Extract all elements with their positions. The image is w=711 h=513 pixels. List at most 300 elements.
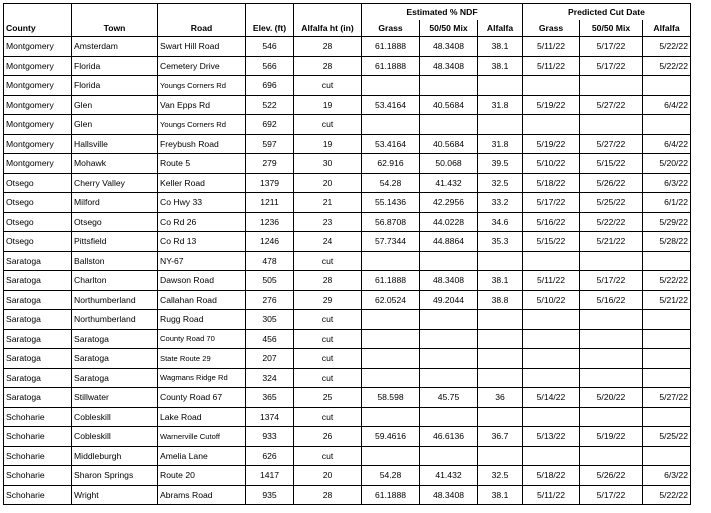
cell-ndf-alfalfa: 38.8 <box>478 290 523 310</box>
cell-road: Amelia Lane <box>158 446 246 466</box>
header-alfalfa-ht: Alfalfa ht (in) <box>294 20 362 37</box>
cell-county: Otsego <box>4 212 72 232</box>
cell-road: Wagmans Ridge Rd <box>158 368 246 388</box>
cell-cut-grass <box>523 329 580 349</box>
cell-ndf-grass <box>362 368 420 388</box>
cell-ndf-alfalfa: 32.5 <box>478 173 523 193</box>
cell-alfalfa-ht: cut <box>294 329 362 349</box>
table-header <box>4 4 691 37</box>
cell-cut-grass <box>523 115 580 135</box>
header-spacer <box>294 4 362 21</box>
cell-road: Van Epps Rd <box>158 95 246 115</box>
header-ndf-alfalfa: Alfalfa <box>478 20 523 37</box>
cell-town: Northumberland <box>72 310 158 330</box>
cell-cut-alfalfa <box>643 349 691 369</box>
cell-elev: 1236 <box>246 212 294 232</box>
cell-ndf-mix: 44.0228 <box>420 212 478 232</box>
cell-town: Saratoga <box>72 368 158 388</box>
cell-cut-grass: 5/18/22 <box>523 466 580 486</box>
cell-cut-alfalfa <box>643 76 691 96</box>
cell-cut-alfalfa: 6/3/22 <box>643 466 691 486</box>
cell-town: Middleburgh <box>72 446 158 466</box>
cell-ndf-mix: 49.2044 <box>420 290 478 310</box>
cell-cut-mix: 5/25/22 <box>580 193 643 213</box>
header-spacer <box>72 4 158 21</box>
cell-cut-grass <box>523 368 580 388</box>
cell-ndf-alfalfa <box>478 446 523 466</box>
cell-cut-mix: 5/17/22 <box>580 37 643 57</box>
header-ndf-mix: 50/50 Mix <box>420 20 478 37</box>
cell-town: Cobleskill <box>72 407 158 427</box>
cell-alfalfa-ht: 21 <box>294 193 362 213</box>
cell-ndf-alfalfa: 34.6 <box>478 212 523 232</box>
header-ndf-grass: Grass <box>362 20 420 37</box>
table-row <box>4 271 691 291</box>
cell-cut-grass: 5/17/22 <box>523 193 580 213</box>
cell-cut-mix: 5/21/22 <box>580 232 643 252</box>
table-row <box>4 368 691 388</box>
cell-ndf-grass: 61.1888 <box>362 37 420 57</box>
cell-cut-alfalfa <box>643 407 691 427</box>
cell-town: Florida <box>72 56 158 76</box>
cell-county: Schoharie <box>4 427 72 447</box>
table-row <box>4 232 691 252</box>
cell-road: State Route 29 <box>158 349 246 369</box>
cell-county: Montgomery <box>4 56 72 76</box>
cell-cut-grass: 5/14/22 <box>523 388 580 408</box>
cell-cut-alfalfa: 5/22/22 <box>643 56 691 76</box>
cell-ndf-grass: 59.4616 <box>362 427 420 447</box>
cell-county: Otsego <box>4 193 72 213</box>
cell-road: Callahan Road <box>158 290 246 310</box>
cell-ndf-grass: 57.7344 <box>362 232 420 252</box>
cell-town: Ballston <box>72 251 158 271</box>
cell-ndf-grass: 62.916 <box>362 154 420 174</box>
cell-alfalfa-ht: 24 <box>294 232 362 252</box>
cell-road: Youngs Corners Rd <box>158 115 246 135</box>
cell-alfalfa-ht: 19 <box>294 95 362 115</box>
cell-road: Lake Road <box>158 407 246 427</box>
cell-ndf-grass <box>362 407 420 427</box>
table-row <box>4 37 691 57</box>
cell-cut-mix: 5/15/22 <box>580 154 643 174</box>
cell-town: Saratoga <box>72 329 158 349</box>
cell-cut-alfalfa <box>643 310 691 330</box>
cell-county: Otsego <box>4 232 72 252</box>
cell-town: Wright <box>72 485 158 505</box>
cell-cut-mix: 5/22/22 <box>580 212 643 232</box>
table-row <box>4 407 691 427</box>
cell-cut-alfalfa <box>643 251 691 271</box>
cell-elev: 478 <box>246 251 294 271</box>
cell-town: Amsterdam <box>72 37 158 57</box>
cell-cut-mix <box>580 310 643 330</box>
cell-ndf-alfalfa <box>478 407 523 427</box>
cell-ndf-alfalfa: 38.1 <box>478 37 523 57</box>
header-group-row <box>4 4 691 21</box>
table-row <box>4 251 691 271</box>
cell-alfalfa-ht: cut <box>294 407 362 427</box>
cell-ndf-grass: 61.1888 <box>362 271 420 291</box>
header-cut-mix: 50/50 Mix <box>580 20 643 37</box>
cell-ndf-grass <box>362 251 420 271</box>
cell-alfalfa-ht: 20 <box>294 466 362 486</box>
cell-ndf-mix: 42.2956 <box>420 193 478 213</box>
cell-cut-grass: 5/10/22 <box>523 154 580 174</box>
header-group-cut-date: Predicted Cut Date <box>523 4 691 21</box>
cell-alfalfa-ht: cut <box>294 115 362 135</box>
cell-cut-alfalfa: 5/27/22 <box>643 388 691 408</box>
cell-ndf-alfalfa <box>478 329 523 349</box>
cell-cut-alfalfa: 6/1/22 <box>643 193 691 213</box>
cell-cut-grass: 5/10/22 <box>523 290 580 310</box>
cell-cut-mix: 5/19/22 <box>580 427 643 447</box>
cell-alfalfa-ht: 23 <box>294 212 362 232</box>
cell-ndf-alfalfa: 33.2 <box>478 193 523 213</box>
cell-ndf-mix: 40.5684 <box>420 134 478 154</box>
cell-ndf-alfalfa: 31.8 <box>478 134 523 154</box>
cell-road: Keller Road <box>158 173 246 193</box>
cell-road: Abrams Road <box>158 485 246 505</box>
cell-elev: 279 <box>246 154 294 174</box>
cell-cut-grass: 5/11/22 <box>523 37 580 57</box>
cell-ndf-alfalfa: 31.8 <box>478 95 523 115</box>
cell-cut-mix <box>580 329 643 349</box>
cell-cut-mix: 5/27/22 <box>580 95 643 115</box>
cell-cut-alfalfa: 6/4/22 <box>643 95 691 115</box>
cell-elev: 692 <box>246 115 294 135</box>
cell-cut-mix <box>580 349 643 369</box>
table-row <box>4 193 691 213</box>
cell-cut-mix: 5/17/22 <box>580 271 643 291</box>
cell-alfalfa-ht: cut <box>294 251 362 271</box>
cell-cut-alfalfa: 5/21/22 <box>643 290 691 310</box>
cell-elev: 935 <box>246 485 294 505</box>
cell-cut-alfalfa: 5/22/22 <box>643 485 691 505</box>
cell-county: Montgomery <box>4 134 72 154</box>
cell-alfalfa-ht: 30 <box>294 154 362 174</box>
table-row <box>4 466 691 486</box>
cell-cut-mix <box>580 407 643 427</box>
cell-cut-grass: 5/11/22 <box>523 56 580 76</box>
table-row <box>4 173 691 193</box>
cell-cut-mix: 5/26/22 <box>580 466 643 486</box>
cell-alfalfa-ht: 28 <box>294 485 362 505</box>
cell-cut-mix: 5/26/22 <box>580 173 643 193</box>
cell-town: Glen <box>72 115 158 135</box>
cell-cut-grass <box>523 251 580 271</box>
cell-town: Northumberland <box>72 290 158 310</box>
cell-ndf-alfalfa: 38.1 <box>478 56 523 76</box>
cell-county: Montgomery <box>4 154 72 174</box>
cell-cut-grass: 5/11/22 <box>523 271 580 291</box>
table-body <box>4 37 691 505</box>
cell-elev: 522 <box>246 95 294 115</box>
cell-cut-grass <box>523 310 580 330</box>
cell-elev: 456 <box>246 329 294 349</box>
cell-elev: 1246 <box>246 232 294 252</box>
cell-ndf-grass <box>362 446 420 466</box>
cell-ndf-grass <box>362 349 420 369</box>
table-row <box>4 212 691 232</box>
cell-ndf-alfalfa: 38.1 <box>478 485 523 505</box>
cell-ndf-mix <box>420 368 478 388</box>
cell-elev: 1379 <box>246 173 294 193</box>
cell-ndf-mix <box>420 329 478 349</box>
cell-ndf-grass <box>362 115 420 135</box>
cell-ndf-mix <box>420 115 478 135</box>
cell-cut-grass: 5/19/22 <box>523 134 580 154</box>
header-group-ndf: Estimated % NDF <box>362 4 523 21</box>
cell-county: Montgomery <box>4 95 72 115</box>
cell-cut-grass <box>523 349 580 369</box>
cell-road: Swart Hill Road <box>158 37 246 57</box>
cell-ndf-grass: 61.1888 <box>362 56 420 76</box>
cell-cut-grass: 5/19/22 <box>523 95 580 115</box>
cell-ndf-mix <box>420 76 478 96</box>
cell-town: Charlton <box>72 271 158 291</box>
cell-alfalfa-ht: cut <box>294 76 362 96</box>
header-spacer <box>4 4 72 21</box>
cell-ndf-grass: 53.4164 <box>362 95 420 115</box>
cell-ndf-alfalfa <box>478 310 523 330</box>
table-row <box>4 446 691 466</box>
cell-ndf-mix: 41.432 <box>420 173 478 193</box>
cell-alfalfa-ht: 28 <box>294 271 362 291</box>
cell-elev: 1417 <box>246 466 294 486</box>
cell-road: Route 5 <box>158 154 246 174</box>
cell-cut-mix: 5/17/22 <box>580 485 643 505</box>
cell-cut-mix: 5/16/22 <box>580 290 643 310</box>
table-row <box>4 427 691 447</box>
cell-alfalfa-ht: cut <box>294 368 362 388</box>
cell-cut-grass <box>523 76 580 96</box>
cell-ndf-mix: 46.6136 <box>420 427 478 447</box>
alfalfa-cut-table <box>3 3 691 505</box>
cell-cut-mix: 5/27/22 <box>580 134 643 154</box>
cell-alfalfa-ht: 26 <box>294 427 362 447</box>
cell-elev: 1374 <box>246 407 294 427</box>
cell-ndf-grass: 54.28 <box>362 173 420 193</box>
cell-alfalfa-ht: cut <box>294 446 362 466</box>
cell-alfalfa-ht: 28 <box>294 56 362 76</box>
cell-road: Co Hwy 33 <box>158 193 246 213</box>
cell-road: Warnerville Cutoff <box>158 427 246 447</box>
cell-elev: 566 <box>246 56 294 76</box>
cell-ndf-alfalfa <box>478 76 523 96</box>
cell-cut-alfalfa: 5/28/22 <box>643 232 691 252</box>
cell-elev: 933 <box>246 427 294 447</box>
cell-ndf-alfalfa <box>478 251 523 271</box>
cell-alfalfa-ht: cut <box>294 349 362 369</box>
cell-cut-grass: 5/18/22 <box>523 173 580 193</box>
cell-ndf-grass: 54.28 <box>362 466 420 486</box>
cell-county: Montgomery <box>4 115 72 135</box>
cell-road: Co Rd 13 <box>158 232 246 252</box>
table-row <box>4 310 691 330</box>
cell-county: Saratoga <box>4 310 72 330</box>
cell-ndf-mix: 40.5684 <box>420 95 478 115</box>
cell-ndf-alfalfa: 39.5 <box>478 154 523 174</box>
cell-cut-mix <box>580 368 643 388</box>
cell-ndf-alfalfa <box>478 368 523 388</box>
cell-cut-alfalfa: 5/20/22 <box>643 154 691 174</box>
cell-cut-alfalfa <box>643 115 691 135</box>
cell-elev: 597 <box>246 134 294 154</box>
cell-cut-alfalfa: 5/29/22 <box>643 212 691 232</box>
cell-elev: 305 <box>246 310 294 330</box>
cell-elev: 626 <box>246 446 294 466</box>
cell-county: Schoharie <box>4 466 72 486</box>
cell-elev: 505 <box>246 271 294 291</box>
cell-cut-alfalfa <box>643 368 691 388</box>
cell-county: Montgomery <box>4 76 72 96</box>
cell-cut-mix <box>580 251 643 271</box>
cell-road: Route 20 <box>158 466 246 486</box>
header-spacer <box>246 4 294 21</box>
header-cut-alfalfa: Alfalfa <box>643 20 691 37</box>
cell-alfalfa-ht: 28 <box>294 37 362 57</box>
cell-cut-alfalfa: 5/25/22 <box>643 427 691 447</box>
cell-ndf-alfalfa: 36 <box>478 388 523 408</box>
cell-road: County Road 67 <box>158 388 246 408</box>
cell-cut-mix <box>580 115 643 135</box>
cell-cut-alfalfa <box>643 446 691 466</box>
table-row <box>4 115 691 135</box>
cell-county: Saratoga <box>4 349 72 369</box>
cell-county: Schoharie <box>4 485 72 505</box>
cell-elev: 1211 <box>246 193 294 213</box>
cell-ndf-alfalfa <box>478 349 523 369</box>
cell-cut-alfalfa: 6/3/22 <box>643 173 691 193</box>
table-row <box>4 388 691 408</box>
cell-ndf-grass <box>362 76 420 96</box>
cell-town: Sharon Springs <box>72 466 158 486</box>
cell-elev: 324 <box>246 368 294 388</box>
cell-county: Otsego <box>4 173 72 193</box>
table-row <box>4 95 691 115</box>
cell-town: Saratoga <box>72 349 158 369</box>
cell-alfalfa-ht: 25 <box>294 388 362 408</box>
cell-town: Hallsville <box>72 134 158 154</box>
cell-ndf-grass <box>362 329 420 349</box>
cell-ndf-mix <box>420 349 478 369</box>
cell-ndf-grass: 58.598 <box>362 388 420 408</box>
header-elev: Elev. (ft) <box>246 20 294 37</box>
cell-ndf-mix <box>420 251 478 271</box>
cell-ndf-alfalfa: 32.5 <box>478 466 523 486</box>
cell-ndf-alfalfa: 35.3 <box>478 232 523 252</box>
cell-cut-grass: 5/13/22 <box>523 427 580 447</box>
cell-ndf-alfalfa: 36.7 <box>478 427 523 447</box>
cell-ndf-grass: 55.1436 <box>362 193 420 213</box>
cell-county: Saratoga <box>4 271 72 291</box>
cell-alfalfa-ht: 29 <box>294 290 362 310</box>
cell-ndf-mix: 50.068 <box>420 154 478 174</box>
cell-county: Saratoga <box>4 368 72 388</box>
table-row <box>4 349 691 369</box>
cell-town: Glen <box>72 95 158 115</box>
header-town: Town <box>72 20 158 37</box>
cell-ndf-mix: 48.3408 <box>420 37 478 57</box>
cell-county: Saratoga <box>4 290 72 310</box>
cell-road: Co Rd 26 <box>158 212 246 232</box>
cell-cut-grass <box>523 446 580 466</box>
table-row <box>4 290 691 310</box>
cell-elev: 365 <box>246 388 294 408</box>
cell-elev: 696 <box>246 76 294 96</box>
cell-road: Dawson Road <box>158 271 246 291</box>
cell-road: NY-67 <box>158 251 246 271</box>
cell-cut-mix: 5/20/22 <box>580 388 643 408</box>
cell-cut-alfalfa: 6/4/22 <box>643 134 691 154</box>
cell-alfalfa-ht: 20 <box>294 173 362 193</box>
cell-road: Youngs Corners Rd <box>158 76 246 96</box>
cell-ndf-mix <box>420 310 478 330</box>
cell-cut-alfalfa: 5/22/22 <box>643 271 691 291</box>
cell-county: Montgomery <box>4 37 72 57</box>
cell-ndf-mix: 44.8864 <box>420 232 478 252</box>
cell-alfalfa-ht: cut <box>294 310 362 330</box>
cell-ndf-grass: 56.8708 <box>362 212 420 232</box>
table-row <box>4 485 691 505</box>
cell-town: Pittsfield <box>72 232 158 252</box>
cell-town: Cherry Valley <box>72 173 158 193</box>
cell-ndf-mix: 41.432 <box>420 466 478 486</box>
table-row <box>4 56 691 76</box>
cell-ndf-grass: 61.1888 <box>362 485 420 505</box>
cell-elev: 207 <box>246 349 294 369</box>
cell-ndf-mix: 48.3408 <box>420 271 478 291</box>
cell-ndf-alfalfa: 38.1 <box>478 271 523 291</box>
cell-town: Milford <box>72 193 158 213</box>
cell-ndf-mix <box>420 407 478 427</box>
cell-road: Freybush Road <box>158 134 246 154</box>
header-county: County <box>4 20 72 37</box>
table-row <box>4 329 691 349</box>
header-road: Road <box>158 20 246 37</box>
cell-ndf-mix: 48.3408 <box>420 485 478 505</box>
cell-cut-grass: 5/16/22 <box>523 212 580 232</box>
cell-county: Schoharie <box>4 446 72 466</box>
cell-ndf-mix <box>420 446 478 466</box>
cell-elev: 546 <box>246 37 294 57</box>
cell-ndf-alfalfa <box>478 115 523 135</box>
cell-cut-alfalfa <box>643 329 691 349</box>
cell-road: County Road 70 <box>158 329 246 349</box>
cell-town: Mohawk <box>72 154 158 174</box>
table-row <box>4 76 691 96</box>
cell-county: Saratoga <box>4 251 72 271</box>
header-cut-grass: Grass <box>523 20 580 37</box>
cell-ndf-mix: 45.75 <box>420 388 478 408</box>
cell-county: Saratoga <box>4 329 72 349</box>
cell-county: Saratoga <box>4 388 72 408</box>
cell-town: Otsego <box>72 212 158 232</box>
cell-cut-mix: 5/17/22 <box>580 56 643 76</box>
cell-cut-grass: 5/15/22 <box>523 232 580 252</box>
header-spacer <box>158 4 246 21</box>
table-row <box>4 154 691 174</box>
cell-ndf-grass: 53.4164 <box>362 134 420 154</box>
cell-county: Schoharie <box>4 407 72 427</box>
cell-ndf-grass <box>362 310 420 330</box>
cell-cut-alfalfa: 5/22/22 <box>643 37 691 57</box>
cell-town: Stillwater <box>72 388 158 408</box>
cell-ndf-mix: 48.3408 <box>420 56 478 76</box>
cell-road: Rugg Road <box>158 310 246 330</box>
header-column-row <box>4 20 691 37</box>
